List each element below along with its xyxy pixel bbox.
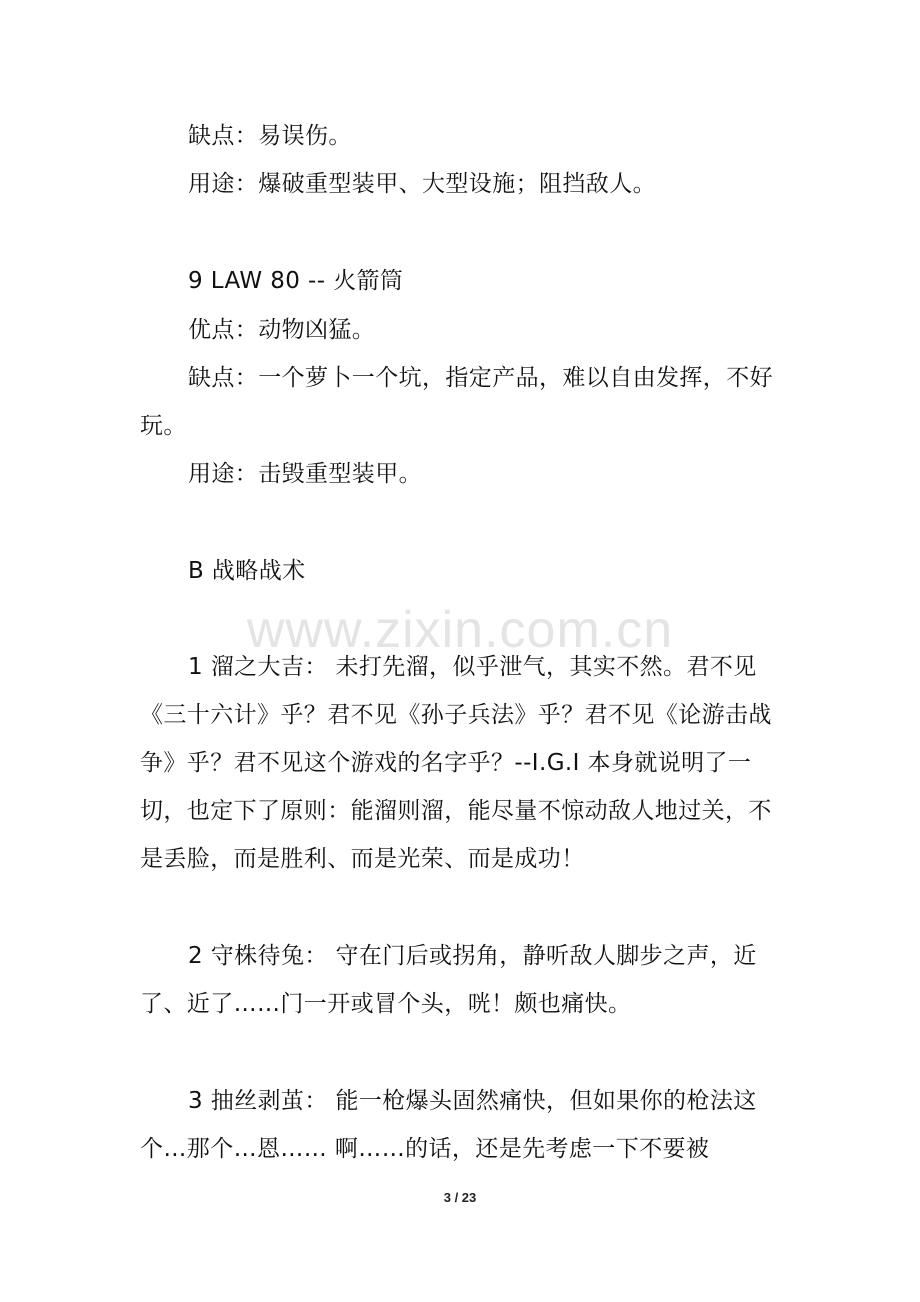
page-number: 3 / 23 xyxy=(443,1190,477,1205)
paragraph-tactic-2: 2 守株待兔： 守在门后或拐角，静听敌人脚步之声，近了、近了……门一开或冒个头，咣！颇也痛快。 xyxy=(140,943,757,1017)
paragraph-drawback-2: 缺点：一个萝卜一个坑，指定产品，难以自由发挥，不好玩。 xyxy=(140,365,773,439)
watermark: www.zixin.com.cn xyxy=(246,601,674,659)
paragraph-tactic-1: 1 溜之大吉： 未打先溜，似乎泄气，其实不然。君不见《三十六计》乎？君不见《孙子兵法》乎？君不见《论游击战争》乎？君不见这个游戏的名字乎？--I.G.I 本身就说明了一切，也定下了原则：能溜则溜，能尽量不惊动敌人地过关，不是丢脸，而是胜利、而是光荣、而是成功！ xyxy=(140,654,772,872)
section-heading: B 战略战术 xyxy=(188,558,306,584)
paragraph-advantage: 优点：动物凶猛。 xyxy=(188,317,376,343)
paragraph-usage-1: 用途：爆破重型装甲、大型设施；阻挡敌人。 xyxy=(188,171,656,197)
paragraph-drawback-1: 缺点：易误伤。 xyxy=(188,123,352,149)
paragraph-usage-2: 用途：击毁重型装甲。 xyxy=(188,461,422,487)
paragraph-weapon-heading: 9 LAW 80 -- 火箭筒 xyxy=(188,268,404,294)
paragraph-tactic-3: 3 抽丝剥茧： 能一枪爆头固然痛快，但如果你的枪法这个…那个…恩…… 啊……的话，还是先考虑一下不要被 xyxy=(140,1088,757,1162)
